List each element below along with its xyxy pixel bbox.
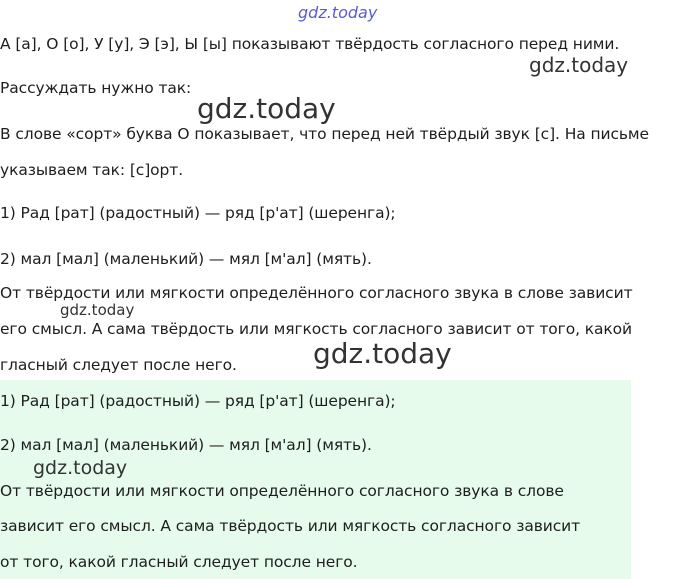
watermark: gdz.today bbox=[60, 301, 135, 319]
explanation-line: В слове «сорт» буква О показывает, что перед ней твёрдый звук [с]. На письме bbox=[0, 125, 649, 143]
explanation-line: От твёрдости или мягкости определённого согласного звука в слове зависит bbox=[0, 284, 633, 302]
example-line-2: 2) мал [мал] (маленький) — мял [м'ал] (мять). bbox=[0, 250, 372, 268]
watermark: gdz.today bbox=[33, 457, 128, 479]
explanation-line: его смысл. А сама твёрдость или мягкость согласного зависит от того, какой bbox=[0, 320, 633, 338]
explanation-line: указываем так: [с]орт. bbox=[0, 161, 184, 179]
answer-line-2: 2) мал [мал] (маленький) — мял [м'ал] (мять). bbox=[0, 436, 372, 454]
watermark: gdz.today bbox=[298, 3, 378, 22]
answer-line-5: от того, какой гласный следует после него. bbox=[0, 553, 358, 571]
answer-line-1: 1) Рад [рат] (радостный) — ряд [р'ат] (шеренга); bbox=[0, 392, 396, 410]
watermark: gdz.today bbox=[529, 53, 629, 77]
watermark: gdz.today bbox=[197, 92, 336, 125]
answer-line-4: зависит его смысл. А сама твёрдость или мягкость согласного зависит bbox=[0, 517, 581, 535]
watermark: gdz.today bbox=[313, 337, 452, 370]
explanation-line: гласный следует после него. bbox=[0, 356, 237, 374]
answer-line-3: От твёрдости или мягкости определённого согласного звука в слове bbox=[0, 482, 564, 500]
explanation-line: А [а], О [о], У [у], Э [э], Ы [ы] показывают твёрдость согласного перед ними. bbox=[0, 35, 620, 53]
explanation-line: Рассуждать нужно так: bbox=[0, 79, 192, 97]
example-line-1: 1) Рад [рат] (радостный) — ряд [р'ат] (шеренга); bbox=[0, 204, 396, 222]
